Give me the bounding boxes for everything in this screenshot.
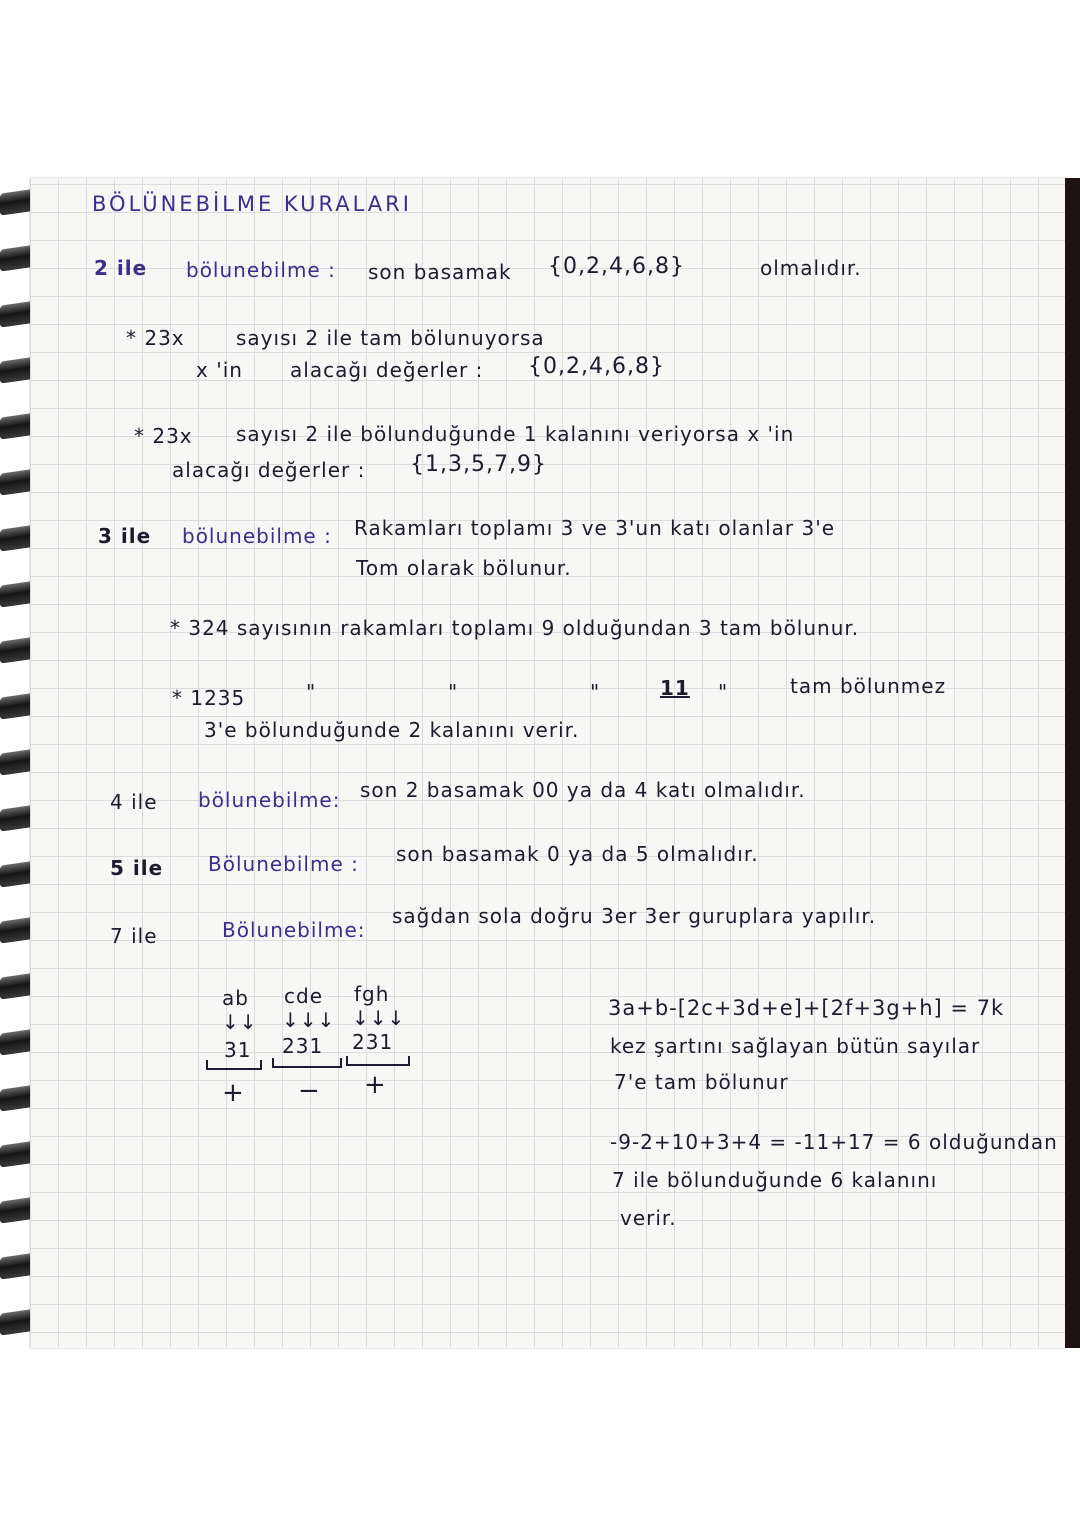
- multiplier-fgh: 231: [352, 1030, 394, 1054]
- bracket-cde: [272, 1058, 342, 1068]
- ex2-line1: sayısı 2 ile bölunduğunde 1 kalanını veriyorsa x 'in: [236, 422, 795, 446]
- ex3-line: * 324 sayısının rakamları toplamı 9 olduğundan 3 tam bölunur.: [170, 616, 860, 640]
- sign-cde: −: [298, 1076, 321, 1106]
- rule5-prefix: 5 ile: [110, 856, 164, 880]
- ex2-line2: alacağı değerler :: [172, 458, 366, 482]
- ex1-set: {0,2,4,6,8}: [528, 354, 665, 379]
- ex4-number: * 1235: [172, 686, 246, 710]
- rule2-suffix: olmalıdır.: [760, 256, 862, 280]
- ex4-ditto-4: ": [718, 680, 729, 704]
- rule7-prefix: 7 ile: [110, 924, 158, 948]
- bracket-ab: [206, 1060, 262, 1070]
- rule4-prefix: 4 ile: [110, 790, 158, 814]
- multiplier-ab: 31: [224, 1038, 252, 1062]
- group-ab: ab: [222, 986, 249, 1010]
- group-fgh: fgh: [354, 982, 390, 1006]
- ex4-ditto-2: ": [448, 680, 459, 704]
- ex4-ditto-3: ": [590, 680, 601, 704]
- rule4-text: son 2 basamak 00 ya da 4 katı olmalıdır.: [360, 778, 806, 802]
- rule3-prefix: 3 ile: [98, 524, 152, 548]
- rule7-label: Bölunebilme:: [222, 918, 366, 942]
- example7-line2: 7 ile bölunduğunde 6 kalanını: [612, 1168, 938, 1192]
- ex4-result: tam bölunmez: [790, 674, 947, 698]
- ex4-ditto-1: ": [306, 680, 317, 704]
- sign-ab: +: [222, 1078, 245, 1108]
- bracket-fgh: [346, 1056, 410, 1066]
- rule3-text1: Rakamları toplamı 3 ve 3'un katı olanlar 3'e: [354, 516, 836, 540]
- formula-line2: kez şartını sağlayan bütün sayılar: [610, 1034, 981, 1058]
- multiplier-cde: 231: [282, 1034, 324, 1058]
- rule2-label: bölunebilme :: [186, 258, 336, 282]
- rule3-label: bölunebilme :: [182, 524, 332, 548]
- page-edge: [1065, 178, 1080, 1348]
- rule4-label: bölunebilme:: [198, 788, 341, 812]
- group-cde: cde: [284, 984, 323, 1008]
- arrows-ab: ↓↓: [222, 1010, 258, 1034]
- ex1-line2: alacağı değerler :: [290, 358, 484, 382]
- formula-line3: 7'e tam bölunur: [614, 1070, 789, 1094]
- sign-fgh: +: [364, 1070, 387, 1100]
- ex1-number: * 23x: [126, 326, 185, 350]
- rule2-set: {0,2,4,6,8}: [548, 254, 685, 279]
- ex1-line1: sayısı 2 ile tam bölunuyorsa: [236, 326, 545, 350]
- ex2-set: {1,3,5,7,9}: [410, 452, 547, 477]
- example7-line1: -9-2+10+3+4 = -11+17 = 6 olduğundan: [610, 1130, 1058, 1154]
- ex1-var: x 'in: [196, 358, 243, 382]
- rule5-label: Bölunebilme :: [208, 852, 359, 876]
- rule5-text: son basamak 0 ya da 5 olmalıdır.: [396, 842, 759, 866]
- rule2-prefix: 2 ile: [94, 256, 148, 280]
- rule2-text: son basamak: [368, 260, 512, 284]
- formula-line1: 3a+b-[2c+3d+e]+[2f+3g+h] = 7k: [608, 996, 1005, 1020]
- rule3-text2: Tom olarak bölunur.: [356, 556, 572, 580]
- ex4-sum: 11: [660, 676, 690, 700]
- example7-line3: verir.: [620, 1206, 677, 1230]
- arrows-fgh: ↓↓↓: [352, 1006, 406, 1030]
- arrows-cde: ↓↓↓: [282, 1008, 336, 1032]
- ex2-number: * 23x: [134, 424, 193, 448]
- rule7-text: sağdan sola doğru 3er 3er guruplara yapılır.: [392, 904, 877, 928]
- page-title: BÖLÜNEBİLME KURALARI: [92, 192, 412, 216]
- ex4-line2: 3'e bölunduğunde 2 kalanını verir.: [204, 718, 580, 742]
